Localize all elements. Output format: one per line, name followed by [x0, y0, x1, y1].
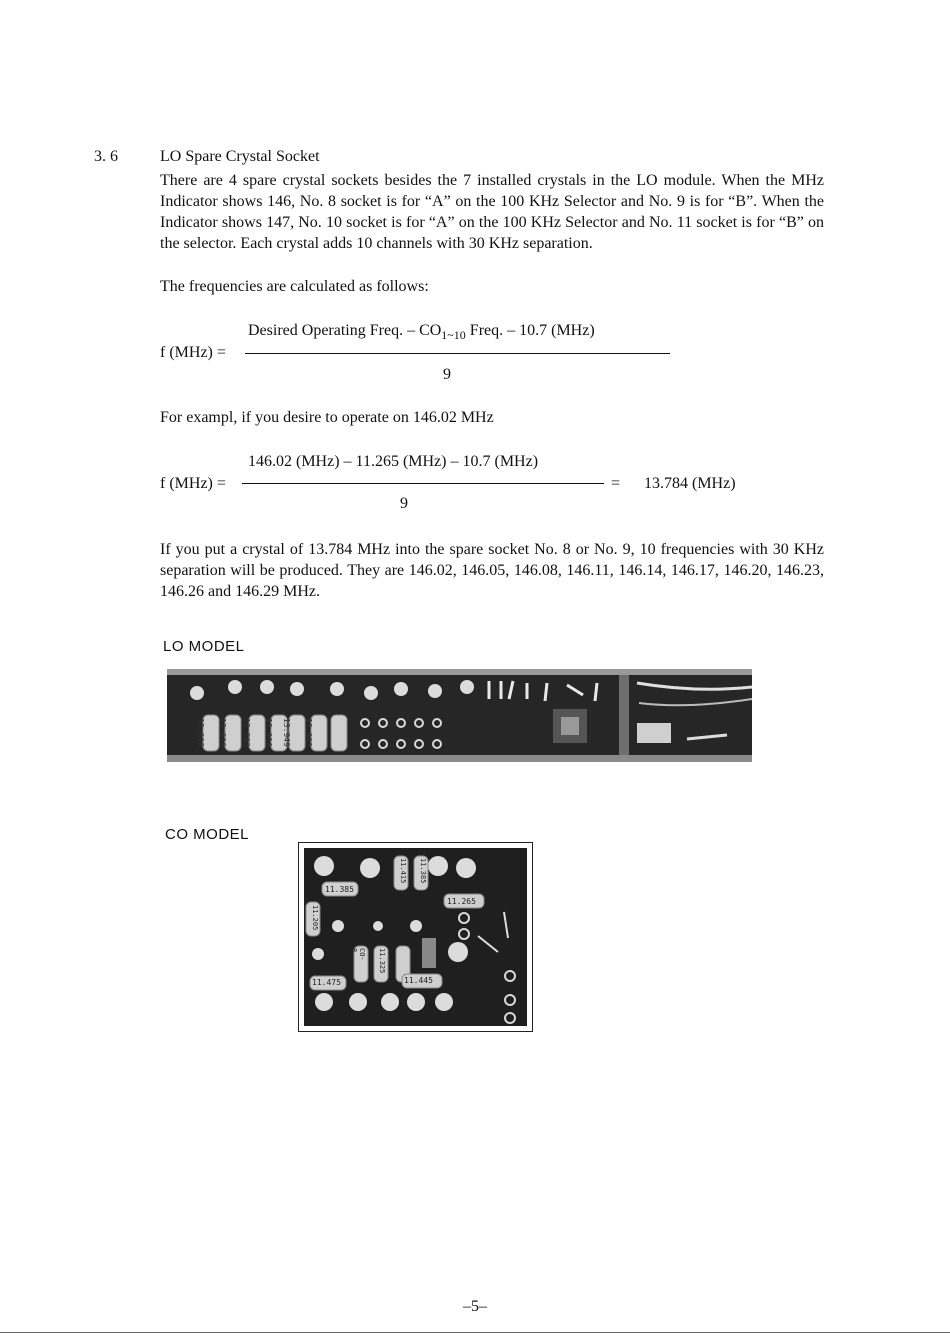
paragraph-example-result: If you put a crystal of 13.784 MHz into the spare socket No. 8 or No. 9, 10 frequencies with 30 KHz separation will be produced. They are 146.02, 146.05, 146.08, 146.11, 146.14, 146.17, 146.20, 146.23, 146.26 and 146.29 MHz. [160, 541, 824, 600]
formula-intro: The frequencies are calculated as follows: [160, 278, 429, 295]
page-bottom-rule [0, 1332, 950, 1333]
formula-example-result: 13.784 (MHz) [644, 475, 736, 492]
section-number: 3. 6 [94, 148, 118, 165]
formula-example-denominator: 9 [400, 495, 408, 512]
formula-example-equals: = [611, 475, 621, 492]
formula-example-numerator: 146.02 (MHz) – 11.265 (MHz) – 10.7 (MHz) [248, 453, 539, 470]
lo-model-photo [167, 669, 752, 762]
lo-model-label: LO MODEL [163, 638, 245, 655]
formula-example-fraction-bar [242, 483, 604, 484]
example-intro: For exampl, if you desire to operate on 146.02 MHz [160, 409, 494, 426]
formula-general-denominator: 9 [443, 366, 451, 383]
co-model-photo [298, 842, 533, 1032]
formula-example-lhs: f (MHz) = [160, 475, 226, 492]
formula-general-numerator: Desired Operating Freq. – $CO_{1\sim 10}$ Freq. – 10.7 (MHz) [248, 322, 595, 343]
paragraph-spare-sockets: There are 4 spare crystal sockets besides the 7 installed crystals in the LO module. When the MHz Indicator shows 146, No. 8 socket is for “A” on the 100 KHz Selector and No. 9 is for “B”. When the Indicator shows 147, No. 10 socket is for “A” on the 100 KHz Selector and No. 11 socket is for “B” on the selector. Each crystal adds 10 channels with 30 KHz separation. [160, 172, 824, 252]
section-title: LO Spare Crystal Socket [160, 148, 320, 165]
co-model-label: CO MODEL [165, 826, 250, 843]
page-number: –5– [463, 1298, 487, 1315]
formula-general-lhs: f (MHz) = [160, 344, 226, 361]
formula-general-fraction-bar [245, 353, 670, 354]
